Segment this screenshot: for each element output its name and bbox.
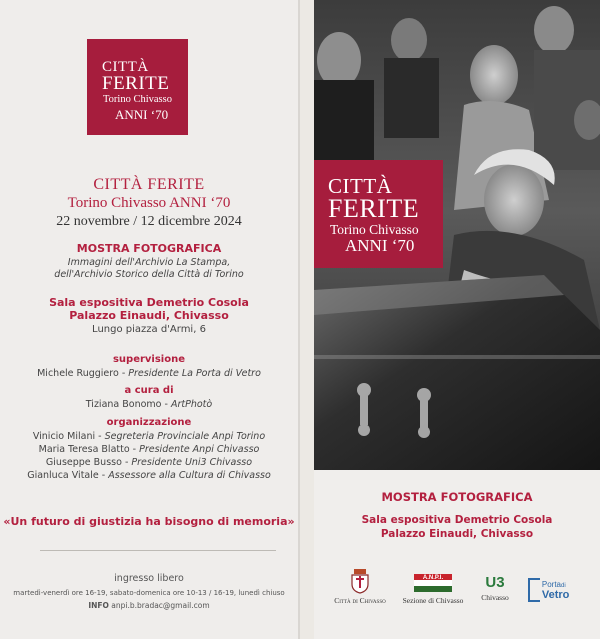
logo-line-2: FERITE [328,194,420,223]
uni3-mark: U3 [485,574,505,591]
info-email[interactable]: anpi.b.bradac@gmail.com [111,601,210,610]
org-role: Assessore alla Cultura di Chivasso [108,470,271,481]
logo-line-1: CITTÀ [102,59,149,75]
event-title: CITTÀ FERITE [93,176,205,193]
uni3-label: Chivasso [481,593,509,602]
venue-address: Lungo piazza d'Armi, 6 [92,324,206,335]
org-role: Presidente Anpi Chivasso [139,444,260,455]
logo-line-2: FERITE [102,73,170,94]
org-role: Segreteria Provinciale Anpi Torino [104,431,266,442]
anpi-label: Sezione di Chivasso [402,596,464,605]
venue-name: Sala espositiva Demetrio Cosola [49,296,249,309]
contact-line [0,601,298,610]
curator-role: ArtPhotò [170,399,213,410]
event-dates: 22 novembre / 12 dicembre 2024 [56,214,242,229]
anpi-mark: A.N.P.I. [414,574,452,592]
supervision-label: supervisione [112,354,186,365]
entry-info: ingresso libero [114,573,184,584]
door-icon [528,578,540,602]
logo-line-4: ANNI ‘70 [345,236,415,255]
citta-ferite-logo-large [314,160,443,268]
right-venue-palace: Palazzo Einaudi, Chivasso [380,528,534,540]
fold-divider [298,0,300,639]
org-name: Maria Teresa Blatto [38,444,130,455]
org-name: Gianluca Vitale [27,470,99,481]
supervision-role: Presidente La Porta di Vetro [128,368,261,379]
logo-line-3: Torino Chivasso [330,222,419,237]
porta-di-vetro-logo: Portadi Vetro [528,578,588,602]
opening-hours: martedì-venerdì ore 16-19, sabato-domenica ore 10-13 / 16-19, lunedì chiuso [13,589,285,597]
coat-of-arms-icon [350,568,370,594]
city-of-chivasso-logo [328,568,392,605]
city-label: Città di Chivasso [334,596,386,605]
supervision-name: Michele Ruggiero [37,368,119,379]
right-exhibition-label: MOSTRA FOTOGRAFICA [381,490,533,504]
exhibition-desc-2: dell'Archivio Storico della Città di Torino [54,269,244,280]
uni3-logo [472,574,518,602]
exhibition-desc-1: Immagini dell'Archivio La Stampa, [67,257,231,268]
right-info [314,470,600,639]
memory-quote: «Un futuro di giustizia ha bisogno di memoria» [3,515,295,528]
right-venue-name: Sala espositiva Demetrio Cosola [361,514,553,526]
event-subtitle: Torino Chivasso ANNI ‘70 [67,195,231,211]
left-panel [0,0,298,639]
curator-label: a cura di [124,385,174,396]
org-line: Maria Teresa Blatto - Presidente Anpi Chivasso [38,444,260,455]
logo-line-3: Torino Chivasso [103,94,172,105]
logo-line-1: CITTÀ [328,174,393,198]
curator-name: Tiziana Bonomo [85,399,162,410]
info-label: INFO [88,601,109,610]
venue-palace: Palazzo Einaudi, Chivasso [69,309,229,322]
supervision-line: Michele Ruggiero - Presidente La Porta di Vetro [37,368,261,379]
org-line: Vinicio Milani - Segreteria Provinciale Anpi Torino [32,431,266,442]
organization-label: organizzazione [106,417,192,428]
logo-line-4: ANNI ‘70 [115,107,169,122]
org-line: Giuseppe Busso - Presidente Uni3 Chivasso [45,457,253,468]
org-role: Presidente Uni3 Chivasso [131,457,253,468]
exhibition-label: MOSTRA FOTOGRAFICA [76,242,222,255]
org-name: Giuseppe Busso [45,457,122,468]
curator-line: Tiziana Bonomo - ArtPhotò [85,399,213,410]
org-name: Vinicio Milani [32,431,96,442]
org-line: Gianluca Vitale - Assessore alla Cultura di Chivasso [27,470,271,481]
citta-ferite-logo [87,39,188,135]
anpi-logo [400,574,466,605]
horizontal-divider [40,550,276,551]
